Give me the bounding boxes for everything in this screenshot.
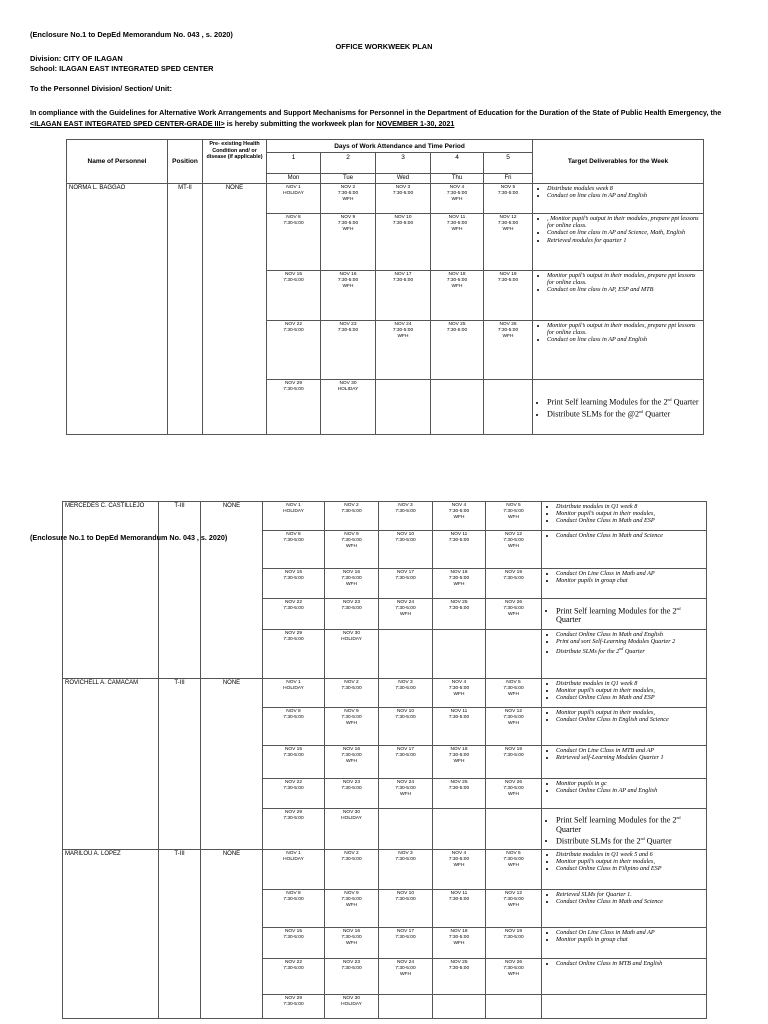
day-cell: NOV 22 7:30-5:00 <box>263 779 325 809</box>
school-line: School: ILAGAN EAST INTEGRATED SPED CENTER <box>30 64 214 73</box>
day-cell: NOV 3 7:30-5:00 <box>376 184 431 214</box>
day-name-wed: Wed <box>376 174 431 184</box>
deliverable-item: • Distribute modules in Q1 week 8 <box>556 680 704 687</box>
day-cell: NOV 29 7:30-5:00 <box>267 380 321 435</box>
deliverable-item: • Conduct on line class in AP and English <box>547 192 701 199</box>
day-cell: NOV 15 7:30-5:00 <box>263 569 325 599</box>
day-cell: NOV 9 7:30-5:00 WFH <box>325 708 379 746</box>
deliverable-item: • Conduct Online Class in Math and Science <box>556 532 704 539</box>
table-row <box>63 679 707 708</box>
day-cell: NOV 9 7:30-5:00 WFH <box>325 531 379 569</box>
day-cell: NOV 30 HOLIDAY <box>321 380 376 435</box>
day-cell: NOV 18 7:30-5:00 WFH <box>433 569 486 599</box>
day-cell: NOV 22 7:30-5:00 <box>263 959 325 995</box>
deliverables-cell <box>542 630 707 679</box>
deliverables-cell <box>542 708 707 746</box>
deliverables-cell <box>542 928 707 959</box>
day-cell: NOV 2 7:30-5:00 <box>325 850 379 890</box>
deliverable-item: • Distribute modules in Q1 week 8 <box>556 503 704 510</box>
personnel-name: MARILOU A. LOPEZ <box>63 850 159 1019</box>
day-cell: NOV 10 7:30-5:00 <box>376 214 431 271</box>
day-cell: NOV 1 HOLIDAY <box>263 502 325 531</box>
day-cell: NOV 24 7:30-5:00 WFH <box>379 959 433 995</box>
day-cell: NOV 25 7:30-5:00 <box>431 321 484 380</box>
day-number-3: 3 <box>376 153 431 174</box>
deliverable-item: • Distribute modules in Q1 week 5 and 6 <box>556 851 704 858</box>
col-header-deliverables: Target Deliverables for the Week <box>533 140 704 184</box>
deliverable-item: • Retrieved self-Learning Modules Quarter 1 <box>556 754 704 761</box>
day-cell: NOV 23 7:30-5:00 <box>325 599 379 630</box>
deliverables-cell <box>533 271 704 321</box>
table-row <box>63 850 707 890</box>
deliverable-item: • Monitor pupil’s output in their modules, <box>556 858 704 865</box>
deliverable-item: • Print Self learning Modules for the 2nd Quarter <box>556 813 704 834</box>
deliverable-item: • Distribute modules week 8 <box>547 185 701 192</box>
para-mid: is hereby submitting the workweek plan for <box>224 119 377 128</box>
day-cell: NOV 5 7:30-5:00 WFH <box>486 502 542 531</box>
deliverables-cell <box>542 779 707 809</box>
deliverables-cell <box>542 502 707 531</box>
day-cell: NOV 3 7:30-5:00 <box>379 502 433 531</box>
day-cell: NOV 9 7:30-5:00 WFH <box>325 890 379 928</box>
personnel-health: NONE <box>201 850 263 1019</box>
deliverable-item: • Monitor pupil’s output in their modules, prepare ppt lessons for online class. <box>547 322 701 336</box>
deliverable-item: • Conduct On Line Class in Math and AP <box>556 929 704 936</box>
day-cell <box>379 809 433 850</box>
deliverable-item: • Distribute SLMs for the @2nd Quarter <box>547 407 701 419</box>
day-cell: NOV 30 HOLIDAY <box>325 995 379 1019</box>
day-cell <box>484 380 533 435</box>
deliverables-cell <box>542 679 707 708</box>
day-cell: NOV 24 7:30-5:00 WFH <box>379 779 433 809</box>
day-cell: NOV 23 7:30-5:00 <box>321 321 376 380</box>
day-cell: NOV 26 7:30-5:00 WFH <box>484 321 533 380</box>
day-cell: NOV 29 7:30-5:00 <box>263 809 325 850</box>
day-cell: NOV 15 7:30-5:00 <box>263 746 325 779</box>
day-cell: NOV 22 7:30-5:00 <box>267 321 321 380</box>
day-cell: NOV 30 HOLIDAY <box>325 630 379 679</box>
day-cell: NOV 1 HOLIDAY <box>263 679 325 708</box>
deliverable-item: • Monitor pupil’s output in their modules, <box>556 510 704 517</box>
deliverables-cell <box>542 746 707 779</box>
deliverables-cell <box>542 531 707 569</box>
deliverable-item: • Distribute SLMs for the 2nd Quarter <box>556 834 704 846</box>
day-cell: NOV 16 7:30-5:00 WFH <box>325 746 379 779</box>
day-cell: NOV 18 7:30-5:00 WFH <box>433 746 486 779</box>
deliverable-item: • Monitor pupil’s output in their modules, prepare ppt lessons for online class. <box>547 272 701 286</box>
personnel-health: NONE <box>201 502 263 679</box>
day-name-thu: Thu <box>431 174 484 184</box>
day-number-5: 5 <box>484 153 533 174</box>
day-cell: NOV 26 7:30-5:00 WFH <box>486 779 542 809</box>
deliverable-item: • Print Self learning Modules for the 2nd Quarter <box>556 604 704 625</box>
deliverables-cell <box>542 599 707 630</box>
day-number-4: 4 <box>431 153 484 174</box>
deliverable-item: • Monitor pupils in gc <box>556 780 704 787</box>
deliverable-item: • Monitor pupil’s output in their modules, <box>556 709 704 716</box>
day-cell: NOV 17 7:30-5:00 <box>379 746 433 779</box>
deliverable-item: • Conduct Online Class in AP and English <box>556 787 704 794</box>
day-cell: NOV 26 7:30-5:00 WFH <box>486 959 542 995</box>
table-row <box>67 184 704 214</box>
deliverables-cell <box>533 321 704 380</box>
day-name-mon: Mon <box>267 174 321 184</box>
division-line: Division: CITY OF ILAGAN <box>30 54 123 63</box>
day-cell: NOV 8 7:30-5:00 <box>263 890 325 928</box>
deliverable-item: • Monitor pupils in group chat <box>556 936 704 943</box>
deliverable-item: • Distribute SLMs for the 2nd Quarter <box>556 645 704 655</box>
day-cell: NOV 5 7:30-5:00 WFH <box>486 850 542 890</box>
day-cell: NOV 12 7:30-5:00 WFH <box>484 214 533 271</box>
overlay-enclosure-note: (Enclosure No.1 to DepEd Memorandum No. 043 , s. 2020) <box>30 533 228 542</box>
day-cell: NOV 11 7:30-5:00 <box>433 708 486 746</box>
deliverable-item: • Conduct Online Class in Filipino and ESP <box>556 865 704 872</box>
day-cell: NOV 2 7:30-5:00 <box>325 679 379 708</box>
day-cell: NOV 4 7:30-5:00 WFH <box>433 502 486 531</box>
day-cell: NOV 19 7:30-5:00 <box>484 271 533 321</box>
personnel-position: T-III <box>159 850 201 1019</box>
deliverable-item: • Conduct On Line Class in MTB and AP <box>556 747 704 754</box>
day-cell: NOV 10 7:30-5:00 <box>379 708 433 746</box>
deliverables-cell <box>542 890 707 928</box>
day-cell: NOV 23 7:30-5:00 <box>325 959 379 995</box>
col-header-health: Pre- existing Health Condition and/ or disease (if applicable) <box>203 140 267 184</box>
day-cell: NOV 17 7:30-5:00 <box>376 271 431 321</box>
day-cell: NOV 16 7:30-5:00 WFH <box>321 271 376 321</box>
day-cell: NOV 8 7:30-5:00 <box>267 214 321 271</box>
deliverables-cell <box>542 959 707 995</box>
day-cell <box>433 995 486 1019</box>
deliverable-item: • Monitor pupils in group chat <box>556 577 704 584</box>
personnel-name: MERCEDES C. CASTILLEJO <box>63 502 159 679</box>
day-cell: NOV 19 7:30-5:00 <box>486 569 542 599</box>
workweek-table-page1 <box>66 139 704 435</box>
col-header-position: Position <box>168 140 203 184</box>
day-cell: NOV 19 7:30-5:00 <box>486 928 542 959</box>
deliverable-item: • Print Self learning Modules for the 2nd Quarter <box>547 395 701 407</box>
para-unit: <ILAGAN EAST INTEGRATED SPED CENTER-GRADE III> <box>30 119 225 128</box>
personnel-position: T-III <box>159 679 201 850</box>
deliverable-item: • Conduct Online Class in Math and ESP <box>556 517 704 524</box>
personnel-health: NONE <box>201 679 263 850</box>
day-cell: NOV 12 7:30-5:00 WFH <box>486 708 542 746</box>
day-cell: NOV 10 7:30-5:00 <box>379 531 433 569</box>
day-cell: NOV 16 7:30-5:00 WFH <box>325 569 379 599</box>
day-cell <box>486 809 542 850</box>
day-cell: NOV 15 7:30-5:00 <box>263 928 325 959</box>
day-cell: NOV 11 7:30-5:00 WFH <box>431 214 484 271</box>
day-cell: NOV 29 7:30-5:00 <box>263 995 325 1019</box>
day-cell: NOV 26 7:30-5:00 WFH <box>486 599 542 630</box>
day-cell <box>486 630 542 679</box>
para-period: NOVEMBER 1-30, 2021 <box>376 119 455 128</box>
enclosure-note: (Enclosure No.1 to DepEd Memorandum No. 043 , s. 2020) <box>30 30 233 39</box>
day-cell: NOV 4 7:30-5:00 WFH <box>431 184 484 214</box>
addressee-line: To the Personnel Division/ Section/ Unit: <box>30 84 172 93</box>
day-cell: NOV 4 7:30-5:00 WFH <box>433 679 486 708</box>
day-cell <box>431 380 484 435</box>
day-cell <box>486 995 542 1019</box>
deliverables-cell <box>533 214 704 271</box>
day-cell: NOV 19 7:30-5:00 <box>486 746 542 779</box>
deliverables-cell <box>542 995 707 1019</box>
day-cell: NOV 24 7:30-5:00 WFH <box>379 599 433 630</box>
col-header-name: Name of Personnel <box>67 140 168 184</box>
col-header-days: Days of Work Attendance and Time Period <box>267 140 533 153</box>
deliverable-item: • Conduct Online Class in English and Science <box>556 716 704 723</box>
day-cell: NOV 1 HOLIDAY <box>263 850 325 890</box>
day-cell: NOV 16 7:30-5:00 WFH <box>325 928 379 959</box>
day-cell: NOV 3 7:30-5:00 <box>379 679 433 708</box>
deliverable-item: • Retrieved SLMs for Quarter 1. <box>556 891 704 898</box>
day-cell: NOV 18 7:30-5:00 WFH <box>433 928 486 959</box>
workweek-table-page2 <box>62 501 707 1019</box>
day-cell: NOV 25 7:30-5:00 <box>433 779 486 809</box>
deliverable-item: • Print and sort Self-Learning Modules Quarter 2 <box>556 638 704 645</box>
day-cell: NOV 11 7:30-5:00 <box>433 531 486 569</box>
day-cell: NOV 23 7:30-5:00 <box>325 779 379 809</box>
deliverable-item: • , Monitor pupil’s output in their modules, prepare ppt lessons for online class. <box>547 215 701 229</box>
day-number-2: 2 <box>321 153 376 174</box>
personnel-name: ROVICHELL A. CAMACAM <box>63 679 159 850</box>
personnel-position: MT-II <box>168 184 203 435</box>
day-cell: NOV 11 7:30-5:00 <box>433 890 486 928</box>
day-cell: NOV 5 7:30-5:00 WFH <box>486 679 542 708</box>
day-cell: NOV 18 7:30-5:00 WFH <box>431 271 484 321</box>
day-name-tue: Tue <box>321 174 376 184</box>
day-cell <box>379 630 433 679</box>
deliverable-item: • Conduct Online Class in Math and Science <box>556 898 704 905</box>
day-cell: NOV 2 7:30-5:00 WFH <box>321 184 376 214</box>
personnel-position: T-III <box>159 502 201 679</box>
day-cell: NOV 17 7:30-5:00 <box>379 928 433 959</box>
table-row <box>63 502 707 531</box>
day-cell: NOV 3 7:30-5:00 <box>379 850 433 890</box>
day-name-fri: Fri <box>484 174 533 184</box>
day-cell <box>433 630 486 679</box>
day-cell: NOV 12 7:30-5:00 WFH <box>486 531 542 569</box>
deliverable-item: • Conduct On Line Class in Math and AP <box>556 570 704 577</box>
deliverables-cell <box>533 184 704 214</box>
deliverable-item: • Conduct Online Class in Math and ESP <box>556 694 704 701</box>
day-cell: NOV 15 7:30-5:00 <box>267 271 321 321</box>
day-cell: NOV 1 HOLIDAY <box>267 184 321 214</box>
deliverable-item: • Conduct on line class in AP and Science, Math, English <box>547 229 701 236</box>
day-cell: NOV 17 7:30-5:00 <box>379 569 433 599</box>
deliverables-cell <box>542 809 707 850</box>
day-number-1: 1 <box>267 153 321 174</box>
deliverable-item: • Conduct Online Class in Math and English <box>556 631 704 638</box>
day-cell: NOV 5 7:30-5:00 <box>484 184 533 214</box>
day-cell <box>379 995 433 1019</box>
day-cell <box>433 809 486 850</box>
deliverable-item: • Conduct on line class in AP and English <box>547 336 701 343</box>
day-cell: NOV 24 7:30-5:00 WFH <box>376 321 431 380</box>
day-cell: NOV 25 7:30-5:00 <box>433 959 486 995</box>
deliverable-item: • Monitor pupil’s output in their modules, <box>556 687 704 694</box>
day-cell: NOV 10 7:30-5:00 <box>379 890 433 928</box>
day-cell: NOV 30 HOLIDAY <box>325 809 379 850</box>
deliverable-item: • Conduct Online Class in MTB and English <box>556 960 704 967</box>
day-cell: NOV 9 7:30-5:00 WFH <box>321 214 376 271</box>
compliance-paragraph <box>30 107 745 129</box>
day-cell: NOV 12 7:30-5:00 WFH <box>486 890 542 928</box>
day-cell: NOV 25 7:30-5:00 <box>433 599 486 630</box>
document-title: OFFICE WORKWEEK PLAN <box>335 42 433 51</box>
deliverable-item: • Retrieved modules for quarter 1 <box>547 237 701 244</box>
deliverables-cell <box>533 380 704 435</box>
day-cell: NOV 8 7:30-5:00 <box>263 531 325 569</box>
day-cell <box>376 380 431 435</box>
day-cell: NOV 8 7:30-5:00 <box>263 708 325 746</box>
deliverables-cell <box>542 569 707 599</box>
personnel-name: NORMA L. BAGGAO <box>67 184 168 435</box>
day-cell: NOV 2 7:30-5:00 <box>325 502 379 531</box>
personnel-health: NONE <box>203 184 267 435</box>
day-cell: NOV 22 7:30-5:00 <box>263 599 325 630</box>
deliverable-item: • Conduct on line class in AP, ESP and MTB <box>547 286 701 293</box>
day-cell: NOV 4 7:30-5:00 WFH <box>433 850 486 890</box>
para-start: In compliance with the Guidelines for Alternative Work Arrangements and Support Mechanisms for Personnel in the Department of Education for the Duration of the State of Public Health Emergency, the <box>30 108 722 117</box>
deliverables-cell <box>542 850 707 890</box>
day-cell: NOV 29 7:30-5:00 <box>263 630 325 679</box>
